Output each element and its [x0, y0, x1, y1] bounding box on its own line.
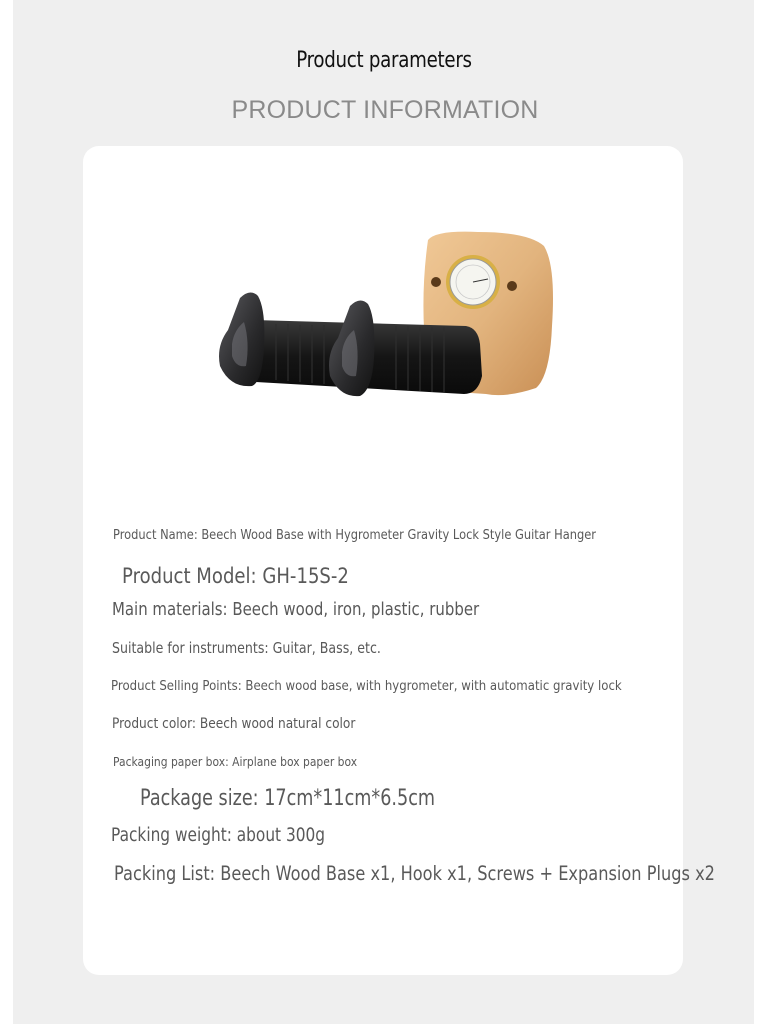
- spec-packing-list: Packing List: Beech Wood Base x1, Hook x1, Screws + Expansion Plugs x2: [114, 862, 715, 885]
- spec-package-size: Package size: 17cm*11cm*6.5cm: [140, 786, 436, 811]
- page-subtitle: PRODUCT INFORMATION: [231, 96, 539, 124]
- spec-product-color: Product color: Beech wood natural color: [112, 716, 356, 732]
- page-title: Product parameters: [296, 48, 472, 73]
- spec-packing-weight: Packing weight: about 300g: [111, 825, 326, 846]
- guitar-hanger-image: [216, 226, 561, 404]
- spec-main-materials: Main materials: Beech wood, iron, plastic, rubber: [112, 599, 480, 620]
- screw-hole-left: [431, 277, 441, 287]
- spec-selling-points: Product Selling Points: Beech wood base, with hygrometer, with automatic gravity lock: [111, 678, 622, 694]
- spec-packaging-box: Packaging paper box: Airplane box paper box: [113, 754, 358, 769]
- spec-product-name: Product Name: Beech Wood Base with Hygrometer Gravity Lock Style Guitar Hanger: [113, 528, 596, 543]
- screw-hole-right: [507, 281, 517, 291]
- spec-product-model: Product Model: GH-15S-2: [122, 564, 349, 588]
- spec-suitable-instruments: Suitable for instruments: Guitar, Bass, etc.: [112, 639, 381, 657]
